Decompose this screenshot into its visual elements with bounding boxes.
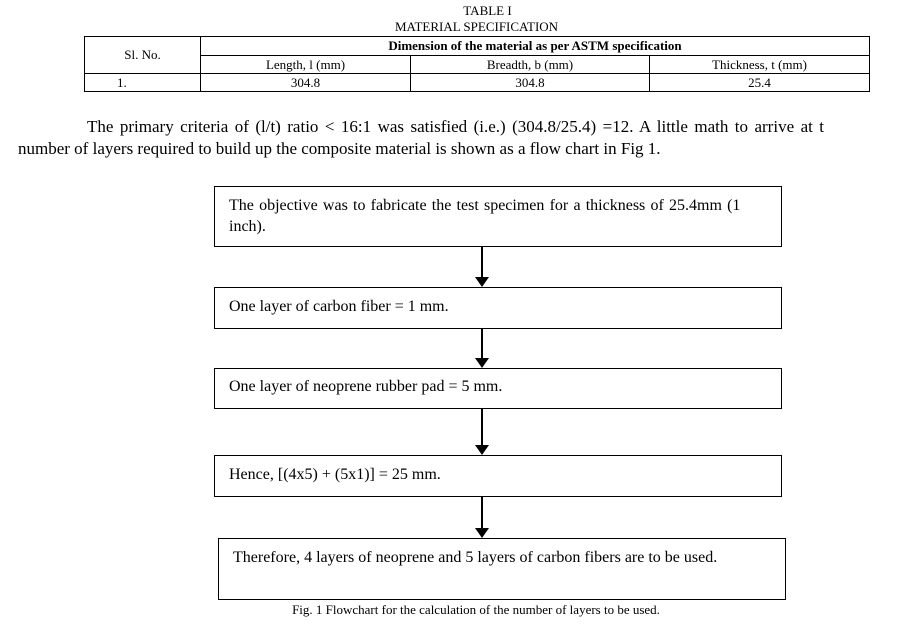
flowchart-step-conclusion xyxy=(218,538,786,600)
table-row xyxy=(85,74,870,92)
table-caption-number: TABLE I xyxy=(463,3,512,18)
flowchart-step-text: The objective was to fabricate the test specimen for a thickness of 25.4mm (1 inch). xyxy=(229,197,741,235)
table-cell-thickness: 25.4 xyxy=(650,74,870,92)
flowchart-step-carbon-fiber xyxy=(214,287,782,329)
table-caption-title: MATERIAL SPECIFICATION xyxy=(394,19,559,34)
down-arrow-icon xyxy=(475,247,489,287)
down-arrow-icon xyxy=(475,329,489,368)
down-arrow-icon xyxy=(475,497,489,538)
down-arrow-icon xyxy=(475,409,489,455)
flowchart-step-text: Therefore, 4 layers of neoprene and 5 layers of carbon fibers are to be used. xyxy=(233,549,718,566)
paragraph-line-1: The primary criteria of (l/t) ratio < 16:1 was satisfied (i.e.) (304.8/25.4) =12. A little math to arrive at t xyxy=(87,117,825,136)
dimension-header: Dimension of the material as per ASTM specification xyxy=(201,37,870,56)
flowchart-step-text: Hence, [(4x5) + (5x1)] = 25 mm. xyxy=(229,466,441,483)
table-header-row xyxy=(85,37,870,56)
table-cell-breadth: 304.8 xyxy=(411,74,650,92)
paragraph-line-2: number of layers required to build up the composite material is shown as a flow chart in Fig 1. xyxy=(18,139,661,158)
figure-caption: Fig. 1 Flowchart for the calculation of the number of layers to be used. xyxy=(292,602,660,617)
breadth-header: Breadth, b (mm) xyxy=(411,56,650,74)
table-cell-length: 304.8 xyxy=(201,74,411,92)
length-header: Length, l (mm) xyxy=(201,56,411,74)
flowchart-step-objective xyxy=(214,186,782,247)
table-cell-sl-no: 1. xyxy=(85,74,201,92)
material-specification-table xyxy=(84,36,870,92)
sl-no-header: Sl. No. xyxy=(85,37,201,74)
flowchart-step-calculation xyxy=(214,455,782,497)
flowchart-step-text: One layer of carbon fiber = 1 mm. xyxy=(229,298,449,315)
table-subheader-row xyxy=(85,56,870,74)
flowchart-step-neoprene xyxy=(214,368,782,409)
flowchart-step-text: One layer of neoprene rubber pad = 5 mm. xyxy=(229,378,503,395)
thickness-header: Thickness, t (mm) xyxy=(650,56,870,74)
